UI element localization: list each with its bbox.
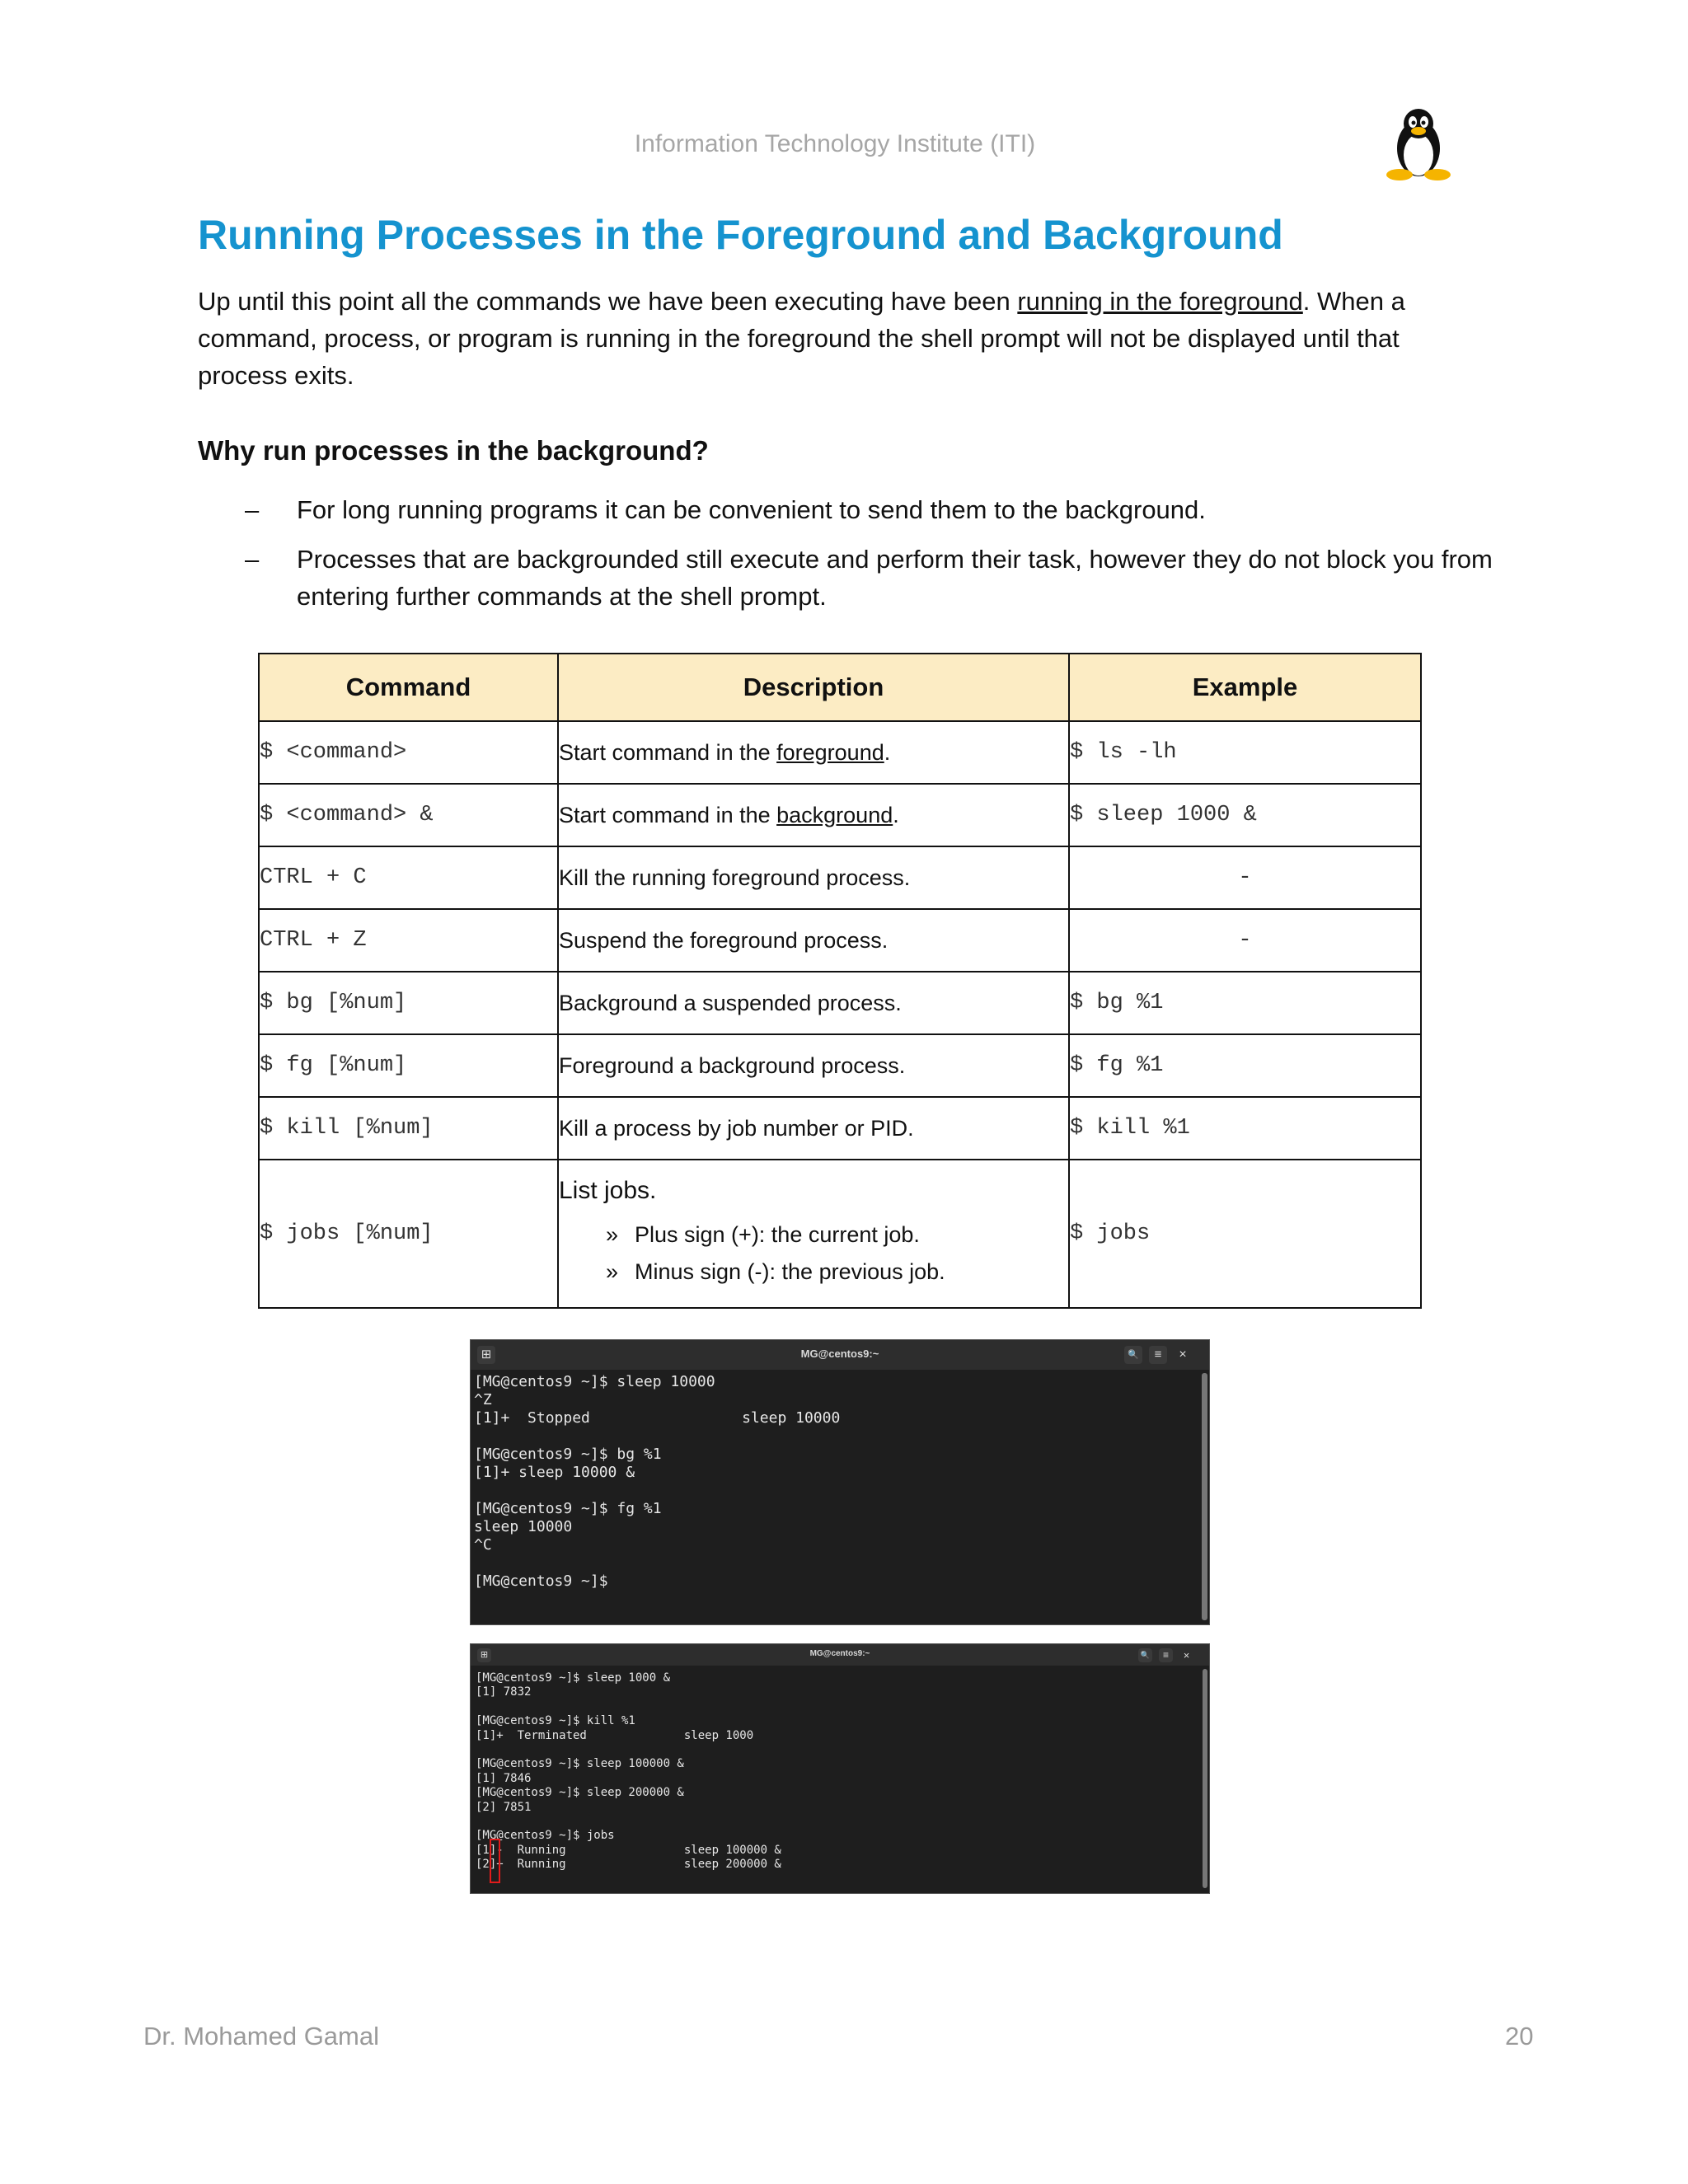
table-row [259,846,1421,909]
close-icon[interactable]: × [1179,1347,1187,1361]
example-cell: - [1069,846,1421,909]
column-header-description: Description [558,654,1069,721]
list-item: – Processes that are backgrounded still execute and perform their task, however they do not block you from entering further commands at the shell prompt. [245,545,1493,611]
terminal-titlebar [471,1340,1209,1370]
command-cell: CTRL + Z [259,909,558,972]
command-cell: $ <command> & [259,784,558,846]
jobs-minus-note: » Minus sign (-): the previous job. [605,1259,945,1284]
linux-penguin-icon [1386,105,1451,181]
terminal-titlebar [471,1644,1209,1666]
example-cell: $ fg %1 [1069,1034,1421,1097]
example-cell: $ ls -lh [1069,721,1421,784]
terminal-screenshot-2 [470,1643,1210,1894]
foreground-link[interactable]: running in the foreground [1017,287,1303,316]
why-heading: Why run processes in the background? [198,435,709,466]
terminal-output: [MG@centos9 ~]$ sleep 1000 & [1] 7832 [MG@centos9 ~]$ kill %1 [1]+ Terminated sleep 1000 [MG@centos9 ~]$ sleep 100000 & [1] 7846 [MG@centos9 ~]$ sleep 200000 & [2] 7851 [MG@centos9 ~]$ jobs [1]- Running sleep 100000 & [2]+ Running sleep 200000 & [476,1671,781,1872]
search-icon[interactable]: 🔍 [1138,1648,1152,1662]
command-cell: CTRL + C [259,846,558,909]
bullet-list [198,491,1500,627]
table-row [259,1034,1421,1097]
command-cell: $ fg [%num] [259,1034,558,1097]
terminal-scrollbar[interactable] [1202,1373,1207,1620]
terminal-scrollbar[interactable] [1203,1669,1207,1888]
description-cell: Kill a process by job number or PID. [558,1097,1069,1160]
example-cell: $ jobs [1069,1160,1421,1308]
job-marker-highlight [490,1839,500,1883]
table-row [259,1160,1421,1308]
terminal-title: MG@centos9:~ [800,1347,879,1360]
page-title: Running Processes in the Foreground and Background [198,212,1283,258]
menu-icon[interactable]: ≡ [1149,1346,1167,1364]
table-row [259,1097,1421,1160]
description-cell: List jobs. » Plus sign (+): the current job. » Minus sign (-): the previous job. [558,1160,1069,1308]
terminal-screenshot-1 [470,1339,1210,1625]
new-tab-icon[interactable]: ⊞ [477,1648,491,1662]
description-cell: Background a suspended process. [558,972,1069,1034]
table-row [259,721,1421,784]
terminal-output: [MG@centos9 ~]$ sleep 10000 ^Z [1]+ Stopped sleep 10000 [MG@centos9 ~]$ bg %1 [1]+ sleep 10000 & [MG@centos9 ~]$ fg %1 sleep 10000 ^C [MG@centos9 ~]$ [474,1373,841,1590]
intro-paragraph: Up until this point all the commands we have been executing have been running in the foreground. When a command, process, or program is running in the foreground the shell prompt will not be displayed until that process exits. [198,287,1405,390]
menu-icon[interactable]: ≡ [1159,1648,1173,1662]
table-row [259,972,1421,1034]
command-cell: $ bg [%num] [259,972,558,1034]
description-cell: Kill the running foreground process. [558,846,1069,909]
new-tab-icon[interactable]: ⊞ [477,1346,495,1364]
example-cell: $ bg %1 [1069,972,1421,1034]
search-icon[interactable]: 🔍 [1124,1346,1142,1364]
table-row [259,784,1421,846]
command-cell: $ jobs [%num] [259,1160,558,1308]
column-header-command: Command [259,654,558,721]
table-header-row [259,654,1421,721]
example-cell: $ kill %1 [1069,1097,1421,1160]
command-cell: $ <command> [259,721,558,784]
description-cell: Start command in the foreground. [558,721,1069,784]
description-cell: Foreground a background process. [558,1034,1069,1097]
description-cell: Start command in the background. [558,784,1069,846]
table-row [259,909,1421,972]
command-cell: $ kill [%num] [259,1097,558,1160]
page-number: 20 [1505,2022,1534,2050]
example-cell: $ sleep 1000 & [1069,784,1421,846]
footer-author: Dr. Mohamed Gamal [143,2022,379,2050]
commands-table [258,653,1422,1309]
terminal-title: MG@centos9:~ [809,1649,870,1658]
description-cell: Suspend the foreground process. [558,909,1069,972]
header-institute: Information Technology Institute (ITI) [634,130,1036,157]
column-header-example: Example [1069,654,1421,721]
list-item: – For long running programs it can be convenient to send them to the background. [245,495,1206,524]
close-icon[interactable]: × [1183,1649,1190,1661]
jobs-plus-note: » Plus sign (+): the current job. [605,1222,920,1247]
example-cell: - [1069,909,1421,972]
